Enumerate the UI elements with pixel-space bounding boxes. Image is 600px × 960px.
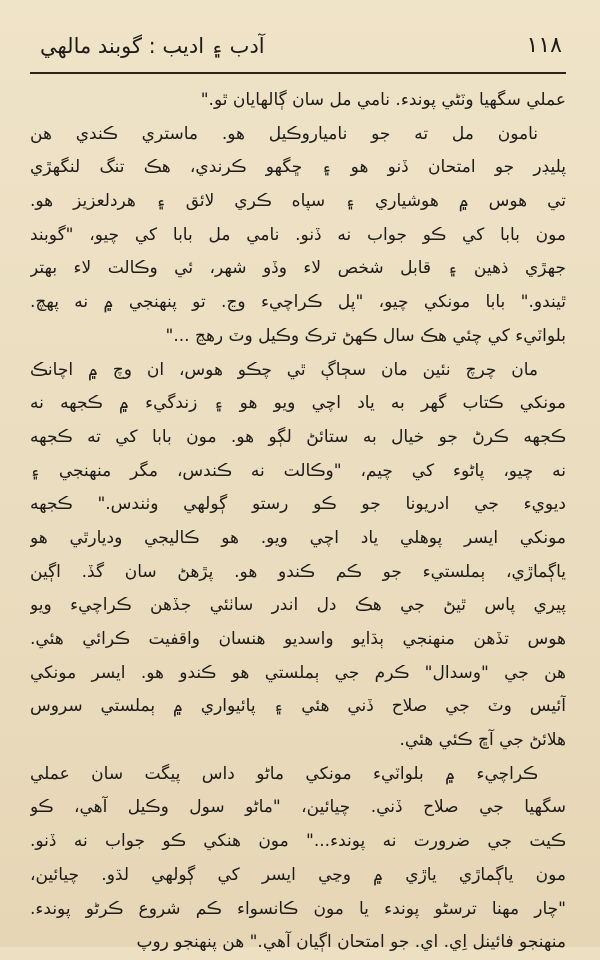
text-line: منهنجو فائينل اِي. اي. جو امتحان اڳيان آهي." هن پنهنجو روپ — [136, 932, 566, 953]
text-line: ياڳماڙي، ٻملستيء جو ڪم ڪندو هو. پڙهڻ سان گڏ. اڳين — [30, 561, 566, 582]
text-line: نه چيو، پاڻوء کي چيم، "وڪالت نه ڪندس، مگر منهنجي ۽ — [30, 460, 566, 481]
text-line: پليڊر جو امتحان ڏنو هو ۽ ڇگهو ڪرندي، هڪ تنگ لنگهڙي — [30, 157, 566, 178]
text-line: هلائڻ جي آڇ ڪئي هئي. — [399, 730, 566, 751]
header-rule — [30, 72, 566, 74]
running-head — [30, 26, 566, 66]
text-line: مونکي ڪتاب گهر به ياد اچي ويو هو ۽ زندگيء ۾ ڪجهه نه — [30, 393, 566, 414]
text-line: جهڙي ذهين ۽ قابل شخص لاء وڏو شهر، ئي وڪالت لاء بهتر — [30, 258, 566, 279]
paragraph — [30, 758, 566, 960]
text-line: بلواٽيء کي چئي هڪ سال ڪهڻ ترڪ وڪيل وٽ رهڃ ..." — [165, 325, 566, 346]
text-line: تي هوس ۾ هوشياري ۽ سپاه ڪري لائق ۽ هردلعزيز هو. — [30, 191, 566, 212]
text-line: آئيس وٽ جي صلاح ڏني هئي ۽ پائيواري ۾ ٻملستي سروس — [30, 696, 566, 717]
text-line: ڪيت جي ضرورت نه پوندء..." مون هنکي ڪو جواب نه ڏنو. — [30, 831, 566, 852]
text-line: مان چرچ نئين مان سڄاڳ ٿي چڪو هوس، ان وچ ۾ اچانڪ — [30, 359, 538, 380]
page-number: ١١٨ — [526, 33, 562, 58]
text-line: "چار مهنا ترسڻو پوندء يا مون ڪانسواء ڪم شروع ڪرڻو پوندء. — [30, 898, 566, 919]
text-line: مون ياڳماڙي ياڙي ۾ وڃي ايسر کي ڳولهي لڌو. چيائين، — [30, 864, 566, 885]
text-line: ڪجهه ڪرڻ جو خيال به ستائڻ لڳو هو. مون بابا کي ته ڪجهه — [30, 426, 566, 447]
body-text — [30, 84, 566, 960]
text-line: هوس تڏهن منهنجي ٻڌايو واسديو هنسان واقفيت ڪرائي هئي. — [30, 629, 566, 649]
text-line: مون بابا کي ڪو جواب نه ڏنو. نامي مل بابا کي چيو، "گوبند — [30, 224, 566, 245]
text-line: عملي سگهيا وٽڻي پوندء. نامي مل سان ڳالهايان ٿو." — [200, 90, 566, 110]
text-line: پيري پاس ٿيڻ جي هڪ دل اندر ساٺئي جڏهن ڪراچيء ويو — [30, 595, 566, 616]
paragraph — [30, 118, 566, 354]
text-line: هن جي "وسدال" ڪرم جي ٻملستي هو ڪندو هو. ايسر مونکي — [30, 662, 566, 683]
text-line: ڪراچيء ۾ بلواٽيء مونکي ماڻو داس پيگت سان عملي — [30, 763, 538, 784]
running-head-title: آدب ۽ اديب : گوبند مالهي — [40, 34, 265, 58]
paragraph — [30, 84, 566, 118]
text-line: سگهيا جي صلاح ڏني. چيائين، "ماڻو سول وڪيل آهي، ڪو — [30, 797, 566, 818]
text-line: مونکي ايسر پوهلي ياد اچي ويو. هو ڪاليجي وديارٿي هو — [30, 527, 566, 548]
text-line: ٿيندو." بابا مونکي چيو، "پل ڪراچيء وڃ. تو پنهنجي ۾ نه پهچ. — [30, 292, 566, 313]
paragraph — [30, 354, 566, 758]
text-line: ديويء جي ادريونا جو ڪو رستو ڳولهي وٺندس." ڪجهه — [30, 494, 566, 515]
text-line: نامون مل ته جو نامياروڪيل هو. ماستري ڪندي هن — [30, 123, 538, 144]
